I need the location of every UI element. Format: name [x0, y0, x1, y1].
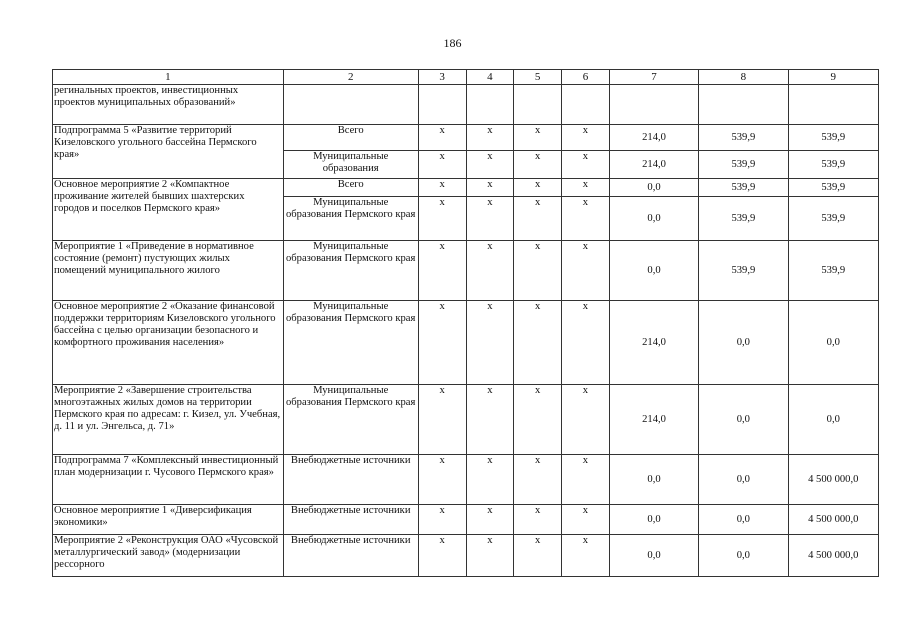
amount-cell: 0,0 — [609, 241, 698, 301]
mark-cell — [562, 85, 610, 125]
table-body — [53, 70, 879, 577]
table-row — [53, 535, 879, 577]
header-cell: 7 — [609, 70, 698, 85]
mark-cell: х — [418, 535, 466, 577]
mark-cell: х — [514, 455, 562, 505]
amount-cell: 0,0 — [699, 385, 788, 455]
mark-cell: х — [514, 241, 562, 301]
mark-cell: х — [418, 197, 466, 241]
funding-source-cell: Муниципальные образования Пермского края — [283, 197, 418, 241]
activity-name-cell: Мероприятие 2 «Завершение строительства многоэтажных жилых домов на территории Пермского края по адресам: г. Кизел, ул. Учебная, д. 11 и ул. Энгельса, д. 71» — [53, 385, 284, 455]
activity-name-cell: Мероприятие 1 «Приведение в нормативное состояние (ремонт) пустующих жилых помещений муниципального жилого — [53, 241, 284, 301]
amount-cell — [609, 85, 698, 125]
amount-cell: 214,0 — [609, 385, 698, 455]
mark-cell — [514, 85, 562, 125]
header-cell: 4 — [466, 70, 514, 85]
amount-cell: 0,0 — [609, 179, 698, 197]
budget-table — [52, 69, 879, 577]
funding-source-cell: Внебюджетные источники — [283, 535, 418, 577]
mark-cell: х — [562, 197, 610, 241]
amount-cell: 0,0 — [699, 505, 788, 535]
mark-cell: х — [418, 125, 466, 151]
funding-source-cell: Муниципальные образования — [283, 151, 418, 179]
table-row — [53, 385, 879, 455]
activity-name-cell: регинальных проектов, инвестиционных проектов муниципальных образований» — [53, 85, 284, 125]
mark-cell: х — [562, 241, 610, 301]
amount-cell: 0,0 — [609, 197, 698, 241]
amount-cell: 539,9 — [699, 241, 788, 301]
amount-cell: 4 500 000,0 — [788, 455, 878, 505]
amount-cell: 539,9 — [788, 241, 878, 301]
amount-cell — [699, 85, 788, 125]
header-cell: 3 — [418, 70, 466, 85]
header-cell: 9 — [788, 70, 878, 85]
mark-cell: х — [466, 197, 514, 241]
table-row — [53, 455, 879, 505]
table-row — [53, 505, 879, 535]
funding-source-cell: Муниципальные образования Пермского края — [283, 385, 418, 455]
table-row — [53, 125, 879, 151]
amount-cell: 4 500 000,0 — [788, 505, 878, 535]
table-row — [53, 179, 879, 197]
mark-cell: х — [466, 455, 514, 505]
mark-cell: х — [466, 301, 514, 385]
mark-cell: х — [514, 385, 562, 455]
activity-name-cell: Основное мероприятие 2 «Оказание финансовой поддержки территориям Кизеловского угольного бассейна с целью организации безопасного и комфортного проживания населения» — [53, 301, 284, 385]
funding-source-cell: Внебюджетные источники — [283, 455, 418, 505]
amount-cell: 214,0 — [609, 151, 698, 179]
activity-name-cell: Основное мероприятие 1 «Диверсификация экономики» — [53, 505, 284, 535]
funding-source-cell — [283, 85, 418, 125]
mark-cell: х — [418, 151, 466, 179]
funding-source-cell: Муниципальные образования Пермского края — [283, 241, 418, 301]
mark-cell: х — [562, 455, 610, 505]
amount-cell: 539,9 — [699, 179, 788, 197]
mark-cell: х — [562, 151, 610, 179]
amount-cell: 0,0 — [609, 535, 698, 577]
mark-cell: х — [466, 535, 514, 577]
mark-cell: х — [514, 179, 562, 197]
mark-cell: х — [466, 505, 514, 535]
header-cell: 5 — [514, 70, 562, 85]
funding-source-cell: Внебюджетные источники — [283, 505, 418, 535]
mark-cell: х — [514, 125, 562, 151]
amount-cell: 539,9 — [788, 197, 878, 241]
amount-cell: 539,9 — [788, 125, 878, 151]
amount-cell: 0,0 — [788, 385, 878, 455]
mark-cell: х — [562, 535, 610, 577]
mark-cell: х — [514, 505, 562, 535]
amount-cell: 214,0 — [609, 125, 698, 151]
mark-cell: х — [514, 197, 562, 241]
activity-name-cell: Подпрограмма 5 «Развитие территорий Кизеловского угольного бассейна Пермского края» — [53, 125, 284, 179]
amount-cell: 539,9 — [699, 125, 788, 151]
amount-cell: 0,0 — [788, 301, 878, 385]
mark-cell — [418, 85, 466, 125]
mark-cell: х — [466, 125, 514, 151]
mark-cell: х — [418, 505, 466, 535]
table-row — [53, 85, 879, 125]
page-number: 186 — [443, 36, 462, 50]
mark-cell: х — [466, 151, 514, 179]
mark-cell: х — [418, 385, 466, 455]
mark-cell: х — [562, 179, 610, 197]
amount-cell — [788, 85, 878, 125]
activity-name-cell: Мероприятие 2 «Реконструкция ОАО «Чусовской металлургический завод» (модернизации рессорного — [53, 535, 284, 577]
table-row — [53, 301, 879, 385]
mark-cell: х — [418, 241, 466, 301]
funding-source-cell: Всего — [283, 125, 418, 151]
amount-cell: 0,0 — [609, 505, 698, 535]
amount-cell: 539,9 — [788, 179, 878, 197]
header-cell: 2 — [283, 70, 418, 85]
header-row — [53, 70, 879, 85]
header-cell: 8 — [699, 70, 788, 85]
mark-cell: х — [562, 125, 610, 151]
mark-cell: х — [514, 151, 562, 179]
amount-cell: 0,0 — [699, 301, 788, 385]
table-row — [53, 241, 879, 301]
funding-source-cell: Муниципальные образования Пермского края — [283, 301, 418, 385]
amount-cell: 0,0 — [699, 535, 788, 577]
mark-cell: х — [562, 301, 610, 385]
activity-name-cell: Основное мероприятие 2 «Компактное проживание жителей бывших шахтерских городов и поселков Пермского края» — [53, 179, 284, 241]
amount-cell: 214,0 — [609, 301, 698, 385]
mark-cell: х — [514, 535, 562, 577]
mark-cell: х — [466, 241, 514, 301]
amount-cell: 539,9 — [699, 197, 788, 241]
mark-cell: х — [466, 179, 514, 197]
mark-cell: х — [562, 385, 610, 455]
amount-cell: 0,0 — [609, 455, 698, 505]
mark-cell: х — [418, 179, 466, 197]
mark-cell: х — [418, 301, 466, 385]
mark-cell: х — [418, 455, 466, 505]
mark-cell: х — [514, 301, 562, 385]
amount-cell: 539,9 — [788, 151, 878, 179]
activity-name-cell: Подпрограмма 7 «Комплексный инвестиционный план модернизации г. Чусового Пермского края» — [53, 455, 284, 505]
mark-cell — [466, 85, 514, 125]
amount-cell: 4 500 000,0 — [788, 535, 878, 577]
funding-source-cell: Всего — [283, 179, 418, 197]
mark-cell: х — [466, 385, 514, 455]
amount-cell: 539,9 — [699, 151, 788, 179]
mark-cell: х — [562, 505, 610, 535]
header-cell: 1 — [53, 70, 284, 85]
amount-cell: 0,0 — [699, 455, 788, 505]
header-cell: 6 — [562, 70, 610, 85]
